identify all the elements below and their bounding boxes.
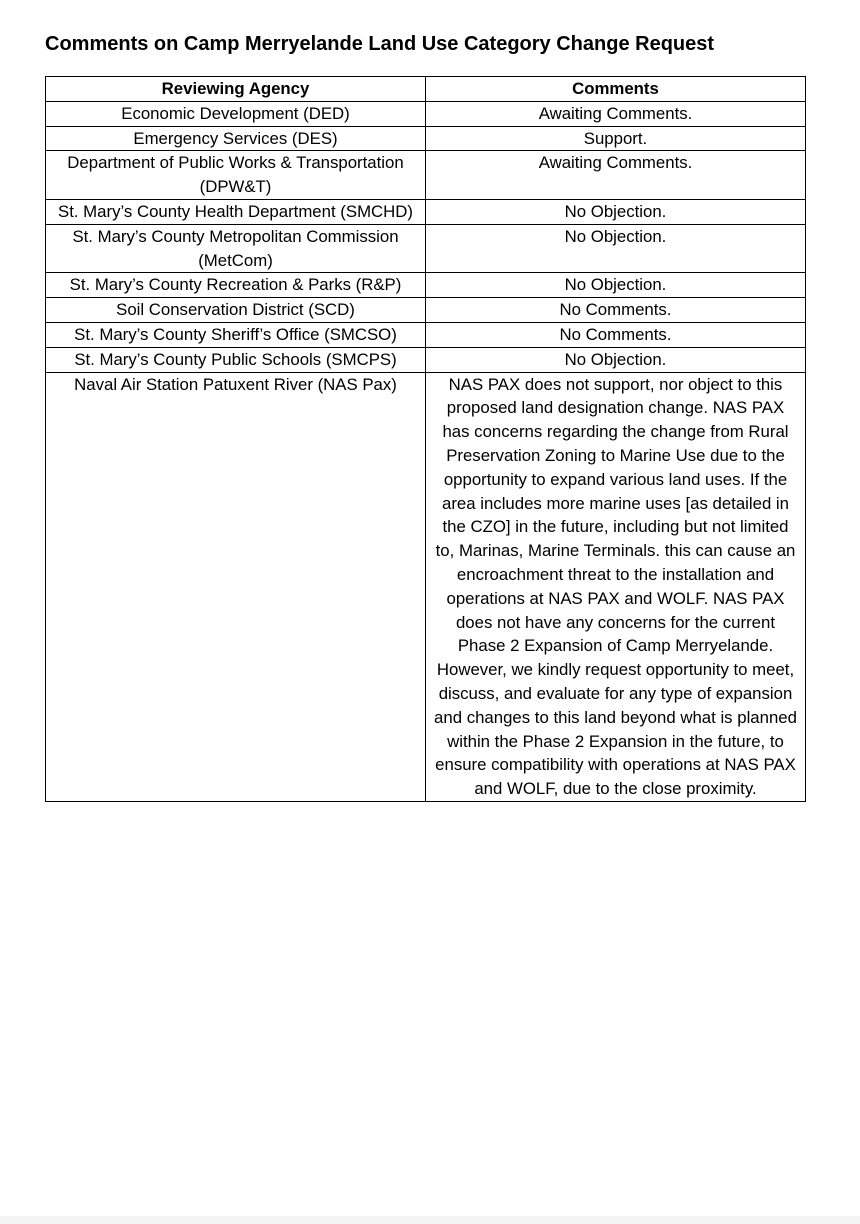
header-reviewing-agency: Reviewing Agency <box>46 77 426 102</box>
comment-cell: Awaiting Comments. <box>426 101 806 126</box>
agency-cell: St. Mary’s County Public Schools (SMCPS) <box>46 347 426 372</box>
comment-cell: No Objection. <box>426 199 806 224</box>
table-row <box>46 126 806 151</box>
page-bottom-edge <box>0 1216 860 1224</box>
comment-cell: Support. <box>426 126 806 151</box>
agency-cell: Naval Air Station Patuxent River (NAS Pax) <box>46 372 426 801</box>
table-row <box>46 347 806 372</box>
agency-cell: St. Mary’s County Recreation & Parks (R&P) <box>46 273 426 298</box>
agency-cell: Soil Conservation District (SCD) <box>46 298 426 323</box>
agency-cell: St. Mary’s County Sheriff’s Office (SMCSO) <box>46 322 426 347</box>
agency-cell: Economic Development (DED) <box>46 101 426 126</box>
comment-cell: No Comments. <box>426 322 806 347</box>
table-row <box>46 372 806 801</box>
comment-cell: No Objection. <box>426 273 806 298</box>
table-row <box>46 322 806 347</box>
table-row <box>46 224 806 273</box>
table-row <box>46 273 806 298</box>
table-row <box>46 199 806 224</box>
header-comments: Comments <box>426 77 806 102</box>
agency-comments-table <box>45 76 806 802</box>
comment-cell: Awaiting Comments. <box>426 151 806 200</box>
comment-cell: No Objection. <box>426 224 806 273</box>
table-header-row <box>46 77 806 102</box>
table-row <box>46 151 806 200</box>
comment-cell: No Objection. <box>426 347 806 372</box>
agency-cell: Emergency Services (DES) <box>46 126 426 151</box>
comment-cell: No Comments. <box>426 298 806 323</box>
agency-cell: Department of Public Works & Transportation (DPW&T) <box>46 151 426 200</box>
comment-cell: NAS PAX does not support, nor object to this proposed land designation change. NAS PAX has concerns regarding the change from Rural Preservation Zoning to Marine Use due to the opportunity to expand various land uses. If the area includes more marine uses [as detailed in the CZO] in the future, including but not limited to, Marinas, Marine Terminals. this can cause an encroachment threat to the installation and operations at NAS PAX and WOLF. NAS PAX does not have any concerns for the current Phase 2 Expansion of Camp Merryelande. However, we kindly request opportunity to meet, discuss, and evaluate for any type of expansion and changes to this land beyond what is planned within the Phase 2 Expansion in the future, to ensure compatibility with operations at NAS PAX and WOLF, due to the close proximity. <box>426 372 806 801</box>
agency-cell: St. Mary’s County Health Department (SMCHD) <box>46 199 426 224</box>
table-row <box>46 101 806 126</box>
page-title: Comments on Camp Merryelande Land Use Category Change Request <box>45 33 715 55</box>
table-row <box>46 298 806 323</box>
agency-cell: St. Mary’s County Metropolitan Commission (MetCom) <box>46 224 426 273</box>
